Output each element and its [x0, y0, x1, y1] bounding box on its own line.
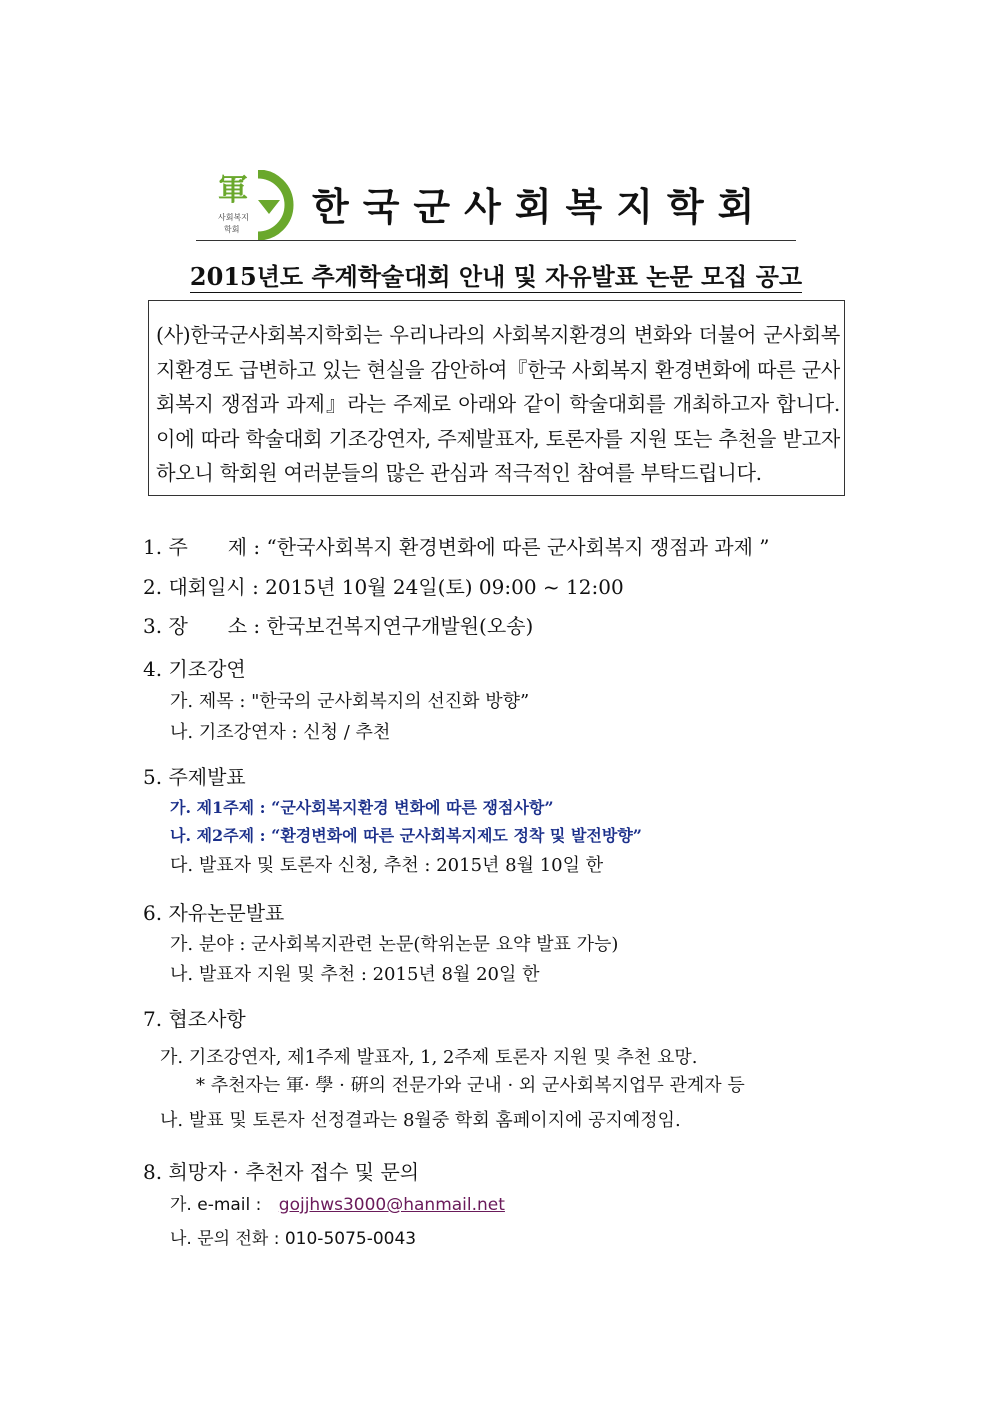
- svg-text:사회복지: 사회복지: [218, 213, 249, 222]
- presentation-topic-2: 나. 제2주제 : “환경변화에 따른 군사회복지제도 정착 및 발전방향”: [170, 826, 642, 845]
- item-cooperation: 7. 협조사항: [143, 1007, 246, 1031]
- free-paper-deadline: 나. 발표자 지원 및 추천 : 2015년 8월 20일 한: [170, 964, 540, 985]
- keynote-speaker: 나. 기조강연자 : 신청 / 추천: [170, 722, 391, 743]
- cooperation-b: 나. 발표 및 토론자 선정결과는 8월중 학회 홈페이지에 공지예정임.: [160, 1110, 681, 1131]
- header-divider: [196, 240, 796, 241]
- org-name: 한국군사회복지학회: [312, 185, 769, 229]
- item-venue: 3. 장 소 : 한국보건복지연구개발원(오송): [143, 614, 534, 638]
- item-keynote: 4. 기조강연: [143, 657, 246, 681]
- society-logo: [214, 170, 298, 240]
- free-paper-field: 가. 분야 : 군사회복지관련 논문(학위논문 요약 발표 가능): [170, 934, 619, 955]
- keynote-title: 가. 제목 : "한국의 군사회복지의 선진화 방향”: [170, 691, 530, 712]
- svg-text:학회: 학회: [224, 225, 240, 234]
- presentation-deadline: 다. 발표자 및 토론자 신청, 추천 : 2015년 8월 10일 한: [170, 855, 604, 876]
- item-theme: 1. 주 제 : “한국사회복지 환경변화에 따른 군사회복지 쟁점과 과제 ”: [143, 535, 770, 559]
- item-free-papers: 6. 자유논문발표: [143, 901, 285, 925]
- cooperation-note: * 추천자는 軍· 學 · 硏의 전문가와 군내 · 외 군사회복지업무 관계자 등: [196, 1075, 745, 1096]
- presentation-topic-1: 가. 제1주제 : “군사회복지환경 변화에 따른 쟁점사항”: [170, 798, 554, 817]
- cooperation-a: 가. 기조강연자, 제1주제 발표자, 1, 2주제 토론자 지원 및 추천 요망.: [160, 1047, 698, 1068]
- logo-glyph: 軍: [218, 173, 248, 208]
- contact-email-label: 가. e-mail :: [170, 1195, 262, 1215]
- item-contact: 8. 희망자 · 추천자 접수 및 문의: [143, 1160, 420, 1184]
- contact-phone: 나. 문의 전화 : 010-5075-0043: [170, 1229, 417, 1249]
- contact-email-row: [170, 1190, 505, 1215]
- item-presentations: 5. 주제발표: [143, 765, 246, 789]
- document-title: 2015년도 추계학술대회 안내 및 자유발표 논문 모집 공고: [189, 262, 803, 291]
- contact-email-link[interactable]: gojjhws3000@hanmail.net: [278, 1195, 505, 1215]
- intro-text: (사)한국군사회복지학회는 우리나라의 사회복지환경의 변화와 더불어 군사회복지환경도 급변하고 있는 현실을 감안하여『한국 사회복지 환경변화에 따른 군사회복지 쟁점과 과제』라는 주제로 아래와 같이 학술대회를 개최하고자 합니다. 이에 따라 학술대회 기조강연자, 주제발표자, 토론자를 지원 또는 추천을 받고자 하오니 학회원 여러분들의 많은 관심과 적극적인 참여를 부탁드립니다.: [156, 323, 840, 485]
- item-date: 2. 대회일시 : 2015년 10월 24일(토) 09:00 ~ 12:00: [143, 575, 624, 599]
